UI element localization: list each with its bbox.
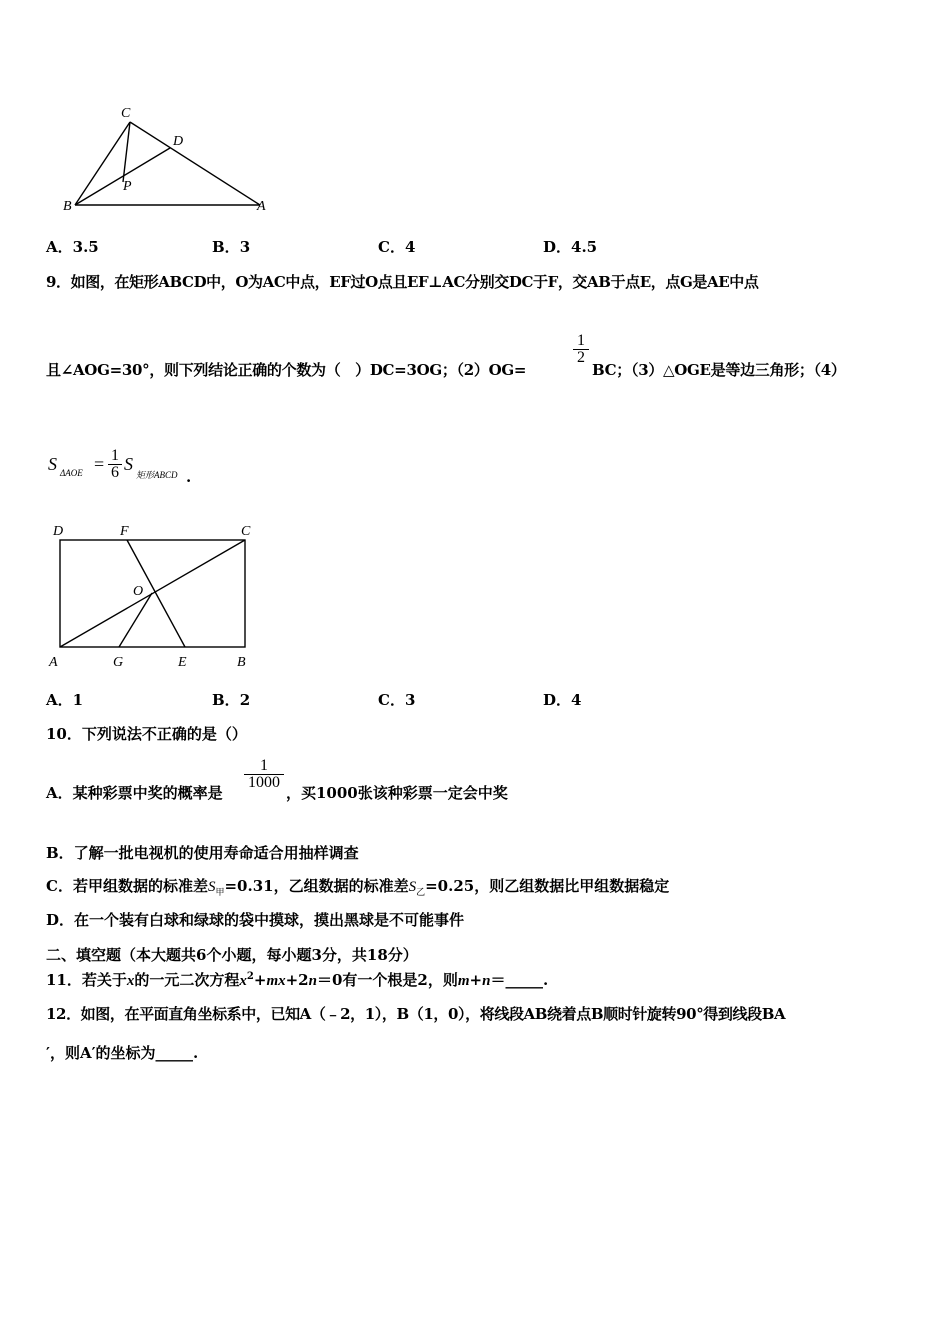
q9-area-eq: = [94,454,105,474]
q8-option-a: A．3.5 [46,238,99,256]
q8-label-a: A [257,199,266,214]
q9-fraction-half-den: 2 [577,349,585,366]
q9-label-a: A [49,655,58,670]
q8-segment-bc [75,122,130,205]
q10-stem: 10．下列说法不正确的是（） [46,725,247,743]
q10-option-c-text1: C．若甲组数据的标准差 [46,877,208,895]
q8-triangle-figure [55,100,285,220]
q10-option-c-s2: S [408,879,417,895]
q8-option-b: B．3 [212,238,251,256]
q9-label-f: F [120,524,129,539]
q9-fraction-half [573,333,589,366]
q9-fraction-half-num: 1 [577,332,585,349]
q9-stem-line2-b: BC；（3）△OGE是等边三角形；（4） [592,361,846,379]
q10-option-c-text2: =0.31，乙组数据的标准差 [224,877,409,895]
q8-segment-ca [130,122,260,205]
q10-fraction-den: 1000 [248,774,280,791]
q9-fraction-sixth-num: 1 [111,447,119,464]
q9-option-d: D．4 [543,691,582,709]
q8-option-c: C．4 [378,238,416,256]
q9-stem-line1: 9．如图，在矩形ABCD中，O为AC中点，EF过O点且EF⊥AC分别交DC于F，交AB于点E，点G是AE中点 [46,273,759,291]
q10-option-c-s1: S [207,879,216,895]
q9-segment-og [119,593,152,647]
q8-label-b: B [63,199,72,214]
q10-option-b: B．了解一批电视机的使用寿命适合用抽样调查 [46,844,359,862]
q9-label-o: O [133,584,144,599]
q9-rectangle-figure [45,520,265,675]
q9-label-b: B [237,655,246,670]
q8-label-c: C [121,106,131,121]
q8-label-p: P [123,179,132,194]
q12-stem-line2: ′，则A′的坐标为_____. [46,1044,199,1062]
q8-option-d: D．4.5 [543,238,598,256]
q9-label-e: E [178,655,187,670]
q9-area-s1: S [48,454,57,474]
q9-label-c: C [241,524,251,539]
q10-fraction-num: 1 [260,757,268,774]
q8-label-d: D [173,134,184,149]
q9-option-b: B．2 [212,691,251,709]
q9-option-a: A．1 [46,691,84,709]
q10-option-c-sub2: 乙 [416,888,426,898]
q11-stem: 11．若关于x的一元二次方程$x^2+mx+2n=0$有一个根是2，则m+n＝_____. [46,971,549,989]
q10-option-c-text3: =0.25，则乙组数据比甲组数据稳定 [425,877,670,895]
q9-option-c: C．3 [378,691,416,709]
q9-area-sub1: ΔAOE [60,468,83,478]
q10-fraction [244,758,284,791]
q9-area-period: . [186,468,192,486]
q10-option-d: D．在一个装有白球和绿球的袋中摸球，摸出黑球是不可能事件 [46,911,465,929]
q9-stem-line2-a: 且∠AOG=30°，则下列结论正确的个数为（ ）DC=3OG；（2）OG= [46,361,527,379]
q10-option-c [46,875,669,898]
q10-option-c-sub1: 甲 [215,888,225,898]
q9-label-g: G [113,655,124,670]
q9-fraction-sixth [108,448,122,481]
q12-stem-line1: 12．如图，在平面直角坐标系中，已知A（﹣2，1），B（1，0），将线段AB绕着点B顺时针旋转90°得到线段BA [46,1005,786,1023]
q9-area-sub2: 矩形ABCD [136,470,178,480]
q9-label-d: D [53,524,64,539]
q8-segment-bd [75,148,170,205]
q10-option-a-text1: A．某种彩票中奖的概率是 [46,784,223,802]
q10-option-a-text2: ，买1000张该种彩票一定会中奖 [286,784,508,802]
q9-area-s2: S [124,454,133,474]
section-heading-fill-blank: 二、填空题（本大题共6个小题，每小题3分，共18分） [46,946,418,964]
q9-fraction-sixth-den: 6 [111,464,119,481]
